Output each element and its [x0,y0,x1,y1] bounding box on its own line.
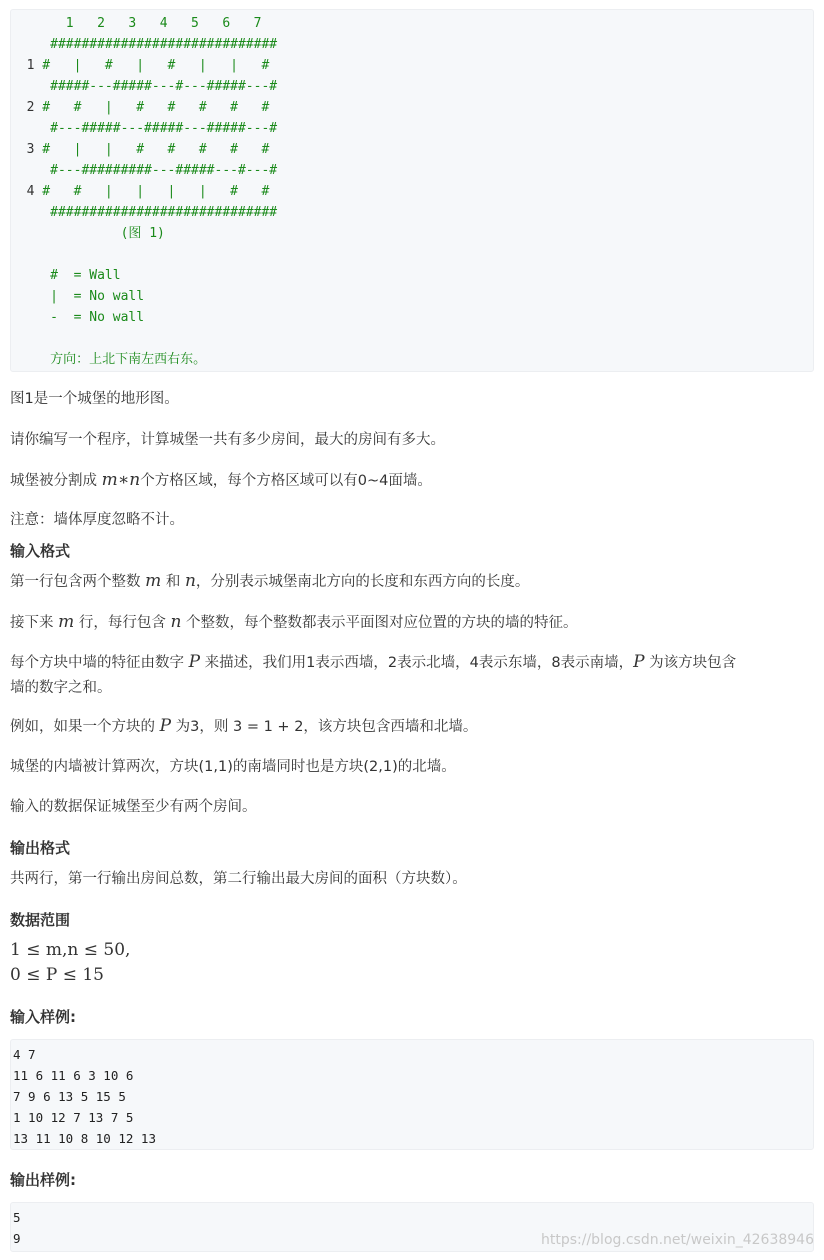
figure-line-text: # # | | | | # # [34,184,270,199]
figure-line-text: # = Wall [34,268,121,283]
figure-line [11,13,277,34]
figure-row-number [11,268,34,283]
input-line5: 城堡的内墙被计算两次，方块(1,1)的南墙同时也是方块(2,1)的北墙。 [10,759,456,775]
figure-line [11,160,277,181]
figure-line [11,328,277,349]
math-mn: m∗n [101,470,141,490]
figure-row-number [11,16,34,31]
figure-row-number [11,163,34,178]
figure-line [11,34,277,55]
figure-line-text: #---#####---#####---#####---# [34,121,278,136]
figure-line [11,55,277,76]
figure-row-number [11,352,34,367]
output-format-heading: 输出格式 [10,839,71,857]
figure-line-text [34,331,42,346]
sample-output: 5 9 [13,1210,21,1246]
figure-line-text: (图 1) [34,226,165,241]
sample-output-heading: 输出样例: [10,1171,76,1189]
input-line3-cont: 墙的数字之和。 [10,680,112,696]
input-line3: 每个方块中墙的特征由数字 P 来描述，我们用1表示西墙，2表示北墙，4表示东墙，8表示南墙，P 为该方块包含 [10,652,737,672]
input-format-heading: 输入格式 [10,542,71,560]
input-line1: 第一行包含两个整数 m 和 n，分别表示城堡南北方向的长度和东西方向的长度。 [10,571,530,591]
figure-row-number [11,79,34,94]
figure-line [11,202,277,223]
range-p: 0 ≤ P ≤ 15 [10,965,104,985]
data-range-heading: 数据范围 [10,911,71,929]
figure-row-number: 2 [11,100,35,115]
figure-row-number [11,331,34,346]
figure-line-text: - = No wall [34,310,145,325]
watermark: https://blog.csdn.net/weixin_42638946 [540,1232,814,1248]
sample-input-codeblock [10,1039,814,1150]
figure-line-text: # | # | # | | # [34,58,270,73]
sample-input: 4 7 11 6 11 6 3 10 6 7 9 6 13 5 15 5 1 10 12 7 13 7 5 13 11 10 8 10 12 13 [13,1047,156,1146]
figure-row-number [11,310,34,325]
input-line2: 接下来 m 行，每行包含 n 个整数，每个整数都表示平面图对应位置的方块的墙的特征。 [10,612,578,632]
figure-line [11,76,277,97]
figure-row-number [11,37,34,52]
figure-row-number [11,247,34,262]
figure-row-number: 4 [11,184,35,199]
output-line1: 共两行，第一行输出房间总数，第二行输出最大房间的面积（方块数）。 [10,871,467,887]
figure-line [11,223,277,244]
figure-line-text: 方向：上北下南左西右东。 [34,352,207,367]
figure-line [11,139,277,160]
paragraph-note: 注意：墙体厚度忽略不计。 [10,512,184,528]
figure-row-number: 1 [11,58,35,73]
figure-row-number [11,121,34,136]
paragraph-grid: 城堡被分割成 m∗n个方格区域，每个方格区域可以有0~4面墙。 [10,470,432,490]
range-mn: 1 ≤ m,n ≤ 50, [10,940,131,960]
figure-row-number [11,205,34,220]
figure-line-text: # # | # # # # # [34,100,270,115]
figure-line [11,349,277,370]
figure-row-number [11,226,34,241]
figure-line-text: #---#########---#####---#---# [34,163,278,178]
figure-line [11,181,277,202]
figure-line [11,286,277,307]
input-line4: 例如，如果一个方块的 P 为3，则 3 = 1 + 2，该方块包含西墙和北墙。 [10,716,478,736]
paragraph-task: 请你编写一个程序，计算城堡一共有多少房间，最大的房间有多大。 [10,432,445,448]
figure-line-text: ############################# [34,37,278,52]
figure-line [11,244,277,265]
figure-line [11,307,277,328]
sample-input-heading: 输入样例: [10,1008,76,1026]
figure-line-text: ############################# [34,205,278,220]
figure-line-text: | = No wall [34,289,145,304]
figure-line [11,118,277,139]
figure-line-text: # | | # # # # # [34,142,270,157]
figure-line [11,265,277,286]
figure-row-number: 3 [11,142,35,157]
figure-line-text: #####---#####---#---#####---# [34,79,278,94]
castle-figure [11,13,277,370]
figure-line-text [34,247,42,262]
castle-figure-codeblock [10,9,814,372]
paragraph-intro: 图1是一个城堡的地形图。 [10,391,179,407]
figure-row-number [11,289,34,304]
figure-line [11,97,277,118]
figure-line-text: 1 2 3 4 5 6 7 [34,16,262,31]
input-line6: 输入的数据保证城堡至少有两个房间。 [10,799,257,815]
